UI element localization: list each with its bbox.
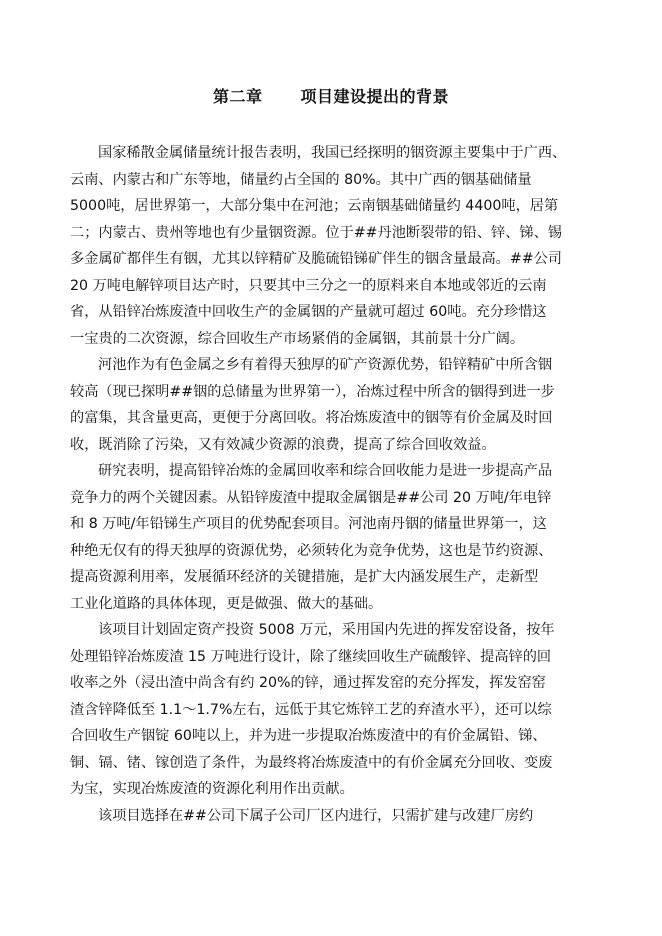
paragraph-1-line: 20 万吨电解锌项目达产时，只要其中三分之一的原料来自本地或邻近的云南	[70, 277, 547, 294]
paragraph-1-line: 二；内蒙古、贵州等地也有少量铟资源。位于##丹池断裂带的铅、锌、锑、锡	[70, 224, 562, 241]
paragraph-2-line: 的富集，其含量更高，更便于分离回收。将冶炼废渣中的铟等有价金属及时回	[70, 410, 553, 426]
paragraph-2-line: 河池作为有色金属之乡有着得天独厚的矿产资源优势，铅锌精矿中所含铟	[98, 357, 553, 373]
paragraph-3-line: 和 8 万吨/年铅锑生产项目的优势配套项目。河池南丹铟的储量世界第一，这	[70, 516, 547, 532]
paragraph-4-line: 合回收生产铟锭 60吨以上，并为进一步提取冶炼废渣中的有价金属铅、锑、	[70, 728, 547, 744]
paragraph-3-line: 种绝无仅有的得天独厚的资源优势，必须转化为竞争优势，这也是节约资源、	[70, 542, 553, 559]
paragraph-2-line: 收，既消除了污染，又有效减少资源的浪费，提高了综合回收效益。	[70, 436, 496, 453]
paragraph-4-line: 该项目计划固定资产投资 5008 万元，采用国内先进的挥发窑设备，按年	[98, 622, 555, 638]
paragraph-3-line: 提高资源利用率，发展循环经济的关键措施，是扩大内涵发展生产，走新型	[70, 569, 539, 585]
paragraph-3-line: 竞争力的两个关键因素。从铅锌废渣中提取金属铟是##公司 20 万吨/年电锌	[70, 489, 552, 506]
paragraph-4-line: 渣含锌降低至 1.1～1.7%左右，远低于其它炼锌工艺的弃渣水平），还可以综	[70, 701, 552, 718]
paragraph-4-line: 处理铅锌冶炼废渣 15 万吨进行设计，除了继续回收生产硫酸锌、提高锌的回	[70, 648, 552, 665]
paragraph-1-line: 多金属矿都伴生有铟，尤其以锌精矿及脆硫铅锑矿伴生的铟含量最高。##公司	[70, 251, 562, 267]
paragraph-3-line: 工业化道路的具体体现，更是做强、做大的基础。	[70, 595, 383, 612]
chapter-heading	[0, 84, 662, 107]
paragraph-2-line: 较高（现已探明##铟的总储量为世界第一），冶炼过程中所含的铟得到进一步	[70, 383, 555, 400]
chapter-number: 第二章	[212, 87, 263, 106]
paragraph-1-line: 省，从铅锌冶炼废渣中回收生产的金属铟的产量就可超过 60吨。充分珍惜这	[70, 304, 547, 320]
chapter-title: 项目建设提出的背景	[300, 87, 450, 106]
paragraph-1-line: 5000吨，居世界第一，大部分集中在河池；云南铟基础储量约 4400吨，居第	[70, 198, 559, 214]
paragraph-1-line: 国家稀散金属储量统计报告表明，我国已经探明的铟资源主要集中于广西、	[98, 145, 567, 161]
paragraph-4-line: 铜、镉、锗、镓创造了条件，为最终将冶炼废渣中的有价金属充分回收、变废	[70, 754, 553, 771]
paragraph-4-line: 为宝，实现冶炼废渣的资源化利用作出贡献。	[70, 781, 354, 797]
paragraph-4-line: 收率之外（浸出渣中尚含有约 20%的锌，通过挥发窑的充分挥发，挥发窑窑	[70, 675, 546, 691]
paragraph-1-line: 云南、内蒙古和广东等地，储量约占全国的 80%。其中广西的铟基础储量	[70, 171, 532, 188]
paragraph-5-line: 该项目选择在##公司下属子公司厂区内进行，只需扩建与改建厂房约	[98, 807, 534, 824]
paragraph-1-line: 一宝贵的二次资源，综合回收生产市场紧俏的金属铟，其前景十分广阔。	[70, 330, 525, 347]
body-text	[70, 140, 610, 829]
paragraph-3-line: 研究表明，提高铅锌冶炼的金属回收率和综合回收能力是进一步提高产品	[98, 463, 553, 479]
